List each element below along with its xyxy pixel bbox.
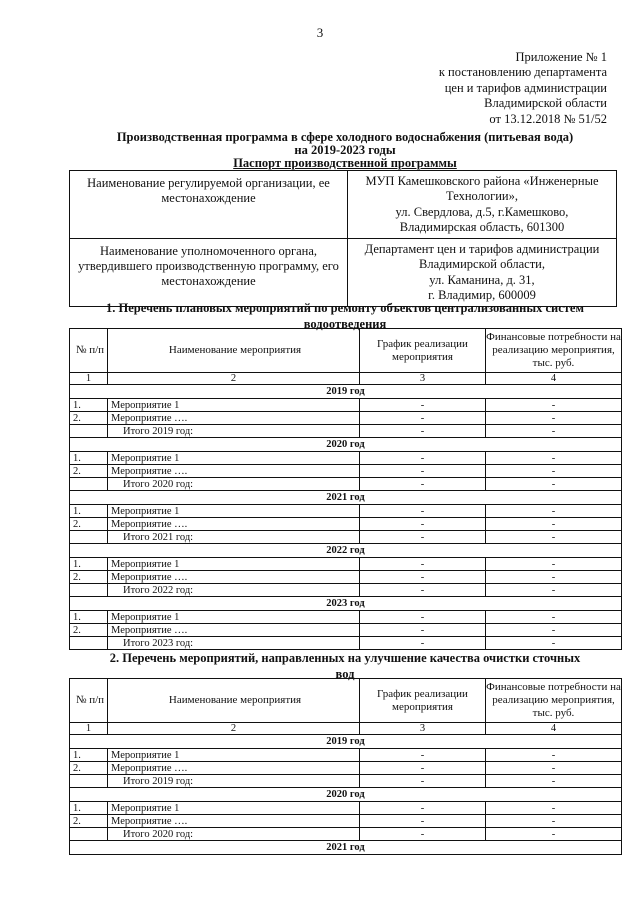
year-row [70,735,622,749]
appendix-line: цен и тарифов администрации [444,80,607,95]
row-number: 1. [70,802,108,815]
passport-value-line: Департамент цен и тарифов администрации [364,242,600,257]
measure-name: Мероприятие 1 [108,749,360,762]
finance-value: - [486,624,622,637]
year-row [70,438,622,452]
column-header: Финансовые потребности на реализацию мероприятия, тыс. руб. [486,679,622,723]
total-schedule: - [360,425,486,438]
total-schedule: - [360,828,486,841]
appendix-line: Приложение № 1 [515,50,607,64]
year-row [70,597,622,611]
measure-name: Мероприятие …. [108,518,360,531]
passport-value-line: ул. Каманина, д. 31, [429,272,535,287]
schedule-value: - [360,452,486,465]
total-label: Итого 2021 год: [108,531,360,544]
total-row [70,775,622,788]
table-header-row [70,329,622,373]
year-label: 2019 год [70,385,622,399]
total-number-cell [70,637,108,650]
appendix-note [367,50,607,127]
section-2-heading: 2. Перечень мероприятий, направленных на улучшение качества очистки сточных вод [109,651,581,681]
passport-table [69,170,617,307]
row-number: 2. [70,624,108,637]
schedule-value: - [360,465,486,478]
total-label: Итого 2019 год: [108,425,360,438]
measure-name: Мероприятие 1 [108,505,360,518]
column-header: Наименование мероприятия [108,679,360,723]
total-row [70,828,622,841]
measure-name: Мероприятие 1 [108,452,360,465]
finance-value: - [486,611,622,624]
table-row [70,399,622,412]
schedule-value: - [360,558,486,571]
year-label: 2020 год [70,788,622,802]
total-label: Итого 2020 год: [108,828,360,841]
column-number-row [70,373,622,385]
total-schedule: - [360,478,486,491]
total-schedule: - [360,637,486,650]
year-label: 2020 год [70,438,622,452]
total-finance: - [486,531,622,544]
passport-label: Наименование регулируемой организации, ее местонахождение [70,171,348,239]
column-header: № п/п [70,679,108,723]
page-number: 3 [316,25,324,40]
finance-value: - [486,558,622,571]
measure-name: Мероприятие …. [108,815,360,828]
measure-name: Мероприятие …. [108,412,360,425]
year-row [70,841,622,855]
total-number-cell [70,425,108,438]
year-row [70,385,622,399]
year-row [70,491,622,505]
finance-value: - [486,749,622,762]
repair-measures-table [69,328,622,650]
row-number: 1. [70,611,108,624]
total-finance: - [486,828,622,841]
table-header-row [70,679,622,723]
total-number-cell [70,584,108,597]
passport-row [70,171,617,239]
passport-value [348,171,617,239]
total-finance: - [486,478,622,491]
year-label: 2022 год [70,544,622,558]
total-row [70,637,622,650]
column-header: График реализации мероприятия [360,679,486,723]
passport-row [70,239,617,307]
finance-value: - [486,505,622,518]
row-number: 2. [70,815,108,828]
total-number-cell [70,478,108,491]
finance-value: - [486,399,622,412]
row-number: 2. [70,571,108,584]
table-row [70,802,622,815]
schedule-value: - [360,815,486,828]
total-label: Итого 2020 год: [108,478,360,491]
row-number: 2. [70,518,108,531]
measure-name: Мероприятие 1 [108,611,360,624]
total-finance: - [486,425,622,438]
year-label: 2021 год [70,491,622,505]
row-number: 2. [70,762,108,775]
row-number: 1. [70,749,108,762]
total-finance: - [486,637,622,650]
row-number: 2. [70,412,108,425]
table-row [70,465,622,478]
total-row [70,584,622,597]
table-row [70,518,622,531]
passport-value-line: Владимирская область, 601300 [399,219,565,234]
row-number: 1. [70,558,108,571]
appendix-line: Владимирской области [484,96,607,111]
column-number: 3 [360,723,486,735]
finance-value: - [486,465,622,478]
finance-value: - [486,452,622,465]
schedule-value: - [360,412,486,425]
table-row [70,815,622,828]
table-row [70,749,622,762]
column-number: 1 [70,373,108,385]
column-number: 2 [108,373,360,385]
passport-label: Наименование уполномоченного органа, утвердившего производственную программу, его местонахождение [70,239,348,307]
finance-value: - [486,518,622,531]
column-number: 4 [486,723,622,735]
column-number: 1 [70,723,108,735]
measure-name: Мероприятие …. [108,571,360,584]
schedule-value: - [360,518,486,531]
total-row [70,425,622,438]
appendix-line: к постановлению департамента [438,65,607,80]
total-number-cell [70,775,108,788]
schedule-value: - [360,399,486,412]
total-schedule: - [360,584,486,597]
column-header: График реализации мероприятия [360,329,486,373]
passport-value-line: Владимирской области, [419,257,545,272]
column-number: 4 [486,373,622,385]
measure-name: Мероприятие …. [108,762,360,775]
schedule-value: - [360,749,486,762]
finance-value: - [486,815,622,828]
year-label: 2019 год [70,735,622,749]
total-finance: - [486,775,622,788]
total-row [70,478,622,491]
table-row [70,611,622,624]
measure-name: Мероприятие …. [108,465,360,478]
table-row [70,452,622,465]
row-number: 1. [70,399,108,412]
schedule-value: - [360,611,486,624]
total-label: Итого 2023 год: [108,637,360,650]
measure-name: Мероприятие 1 [108,399,360,412]
finance-value: - [486,802,622,815]
table-row [70,505,622,518]
table-row [70,762,622,775]
total-label: Итого 2019 год: [108,775,360,788]
total-finance: - [486,584,622,597]
passport-value [348,239,617,307]
appendix-line: от 13.12.2018 № 51/52 [489,111,607,126]
measure-name: Мероприятие …. [108,624,360,637]
schedule-value: - [360,505,486,518]
year-label: 2021 год [70,841,622,855]
total-schedule: - [360,531,486,544]
measure-name: Мероприятие 1 [108,558,360,571]
year-label: 2023 год [70,597,622,611]
table-row [70,624,622,637]
column-number: 2 [108,723,360,735]
measure-name: Мероприятие 1 [108,802,360,815]
column-number: 3 [360,373,486,385]
year-row [70,788,622,802]
passport-value-line: МУП Камешковского района «Инженерные Технологии», [365,174,599,204]
treatment-measures-table [69,678,622,855]
table-row [70,558,622,571]
finance-value: - [486,762,622,775]
total-schedule: - [360,775,486,788]
document-title: Производственная программа в сфере холодного водоснабжения (питьевая вода) [116,130,574,144]
total-row [70,531,622,544]
year-row [70,544,622,558]
total-number-cell [70,828,108,841]
row-number: 1. [70,452,108,465]
schedule-value: - [360,802,486,815]
column-number-row [70,723,622,735]
row-number: 2. [70,465,108,478]
passport-value-line: г. Владимир, 600009 [428,287,536,302]
column-header: Финансовые потребности на реализацию мероприятия, тыс. руб. [486,329,622,373]
column-header: Наименование мероприятия [108,329,360,373]
schedule-value: - [360,624,486,637]
passport-value-line: ул. Свердлова, д.5, г.Камешково, [395,204,569,219]
column-header: № п/п [70,329,108,373]
passport-heading: Паспорт производственной программы [233,156,457,170]
finance-value: - [486,412,622,425]
finance-value: - [486,571,622,584]
table-row [70,571,622,584]
table-row [70,412,622,425]
schedule-value: - [360,762,486,775]
document-period: на 2019-2023 годы [294,143,396,157]
schedule-value: - [360,571,486,584]
row-number: 1. [70,505,108,518]
total-label: Итого 2022 год: [108,584,360,597]
section-1-heading: 1. Перечень плановых мероприятий по ремонту объектов централизованных систем водоотведения [106,301,584,331]
total-number-cell [70,531,108,544]
